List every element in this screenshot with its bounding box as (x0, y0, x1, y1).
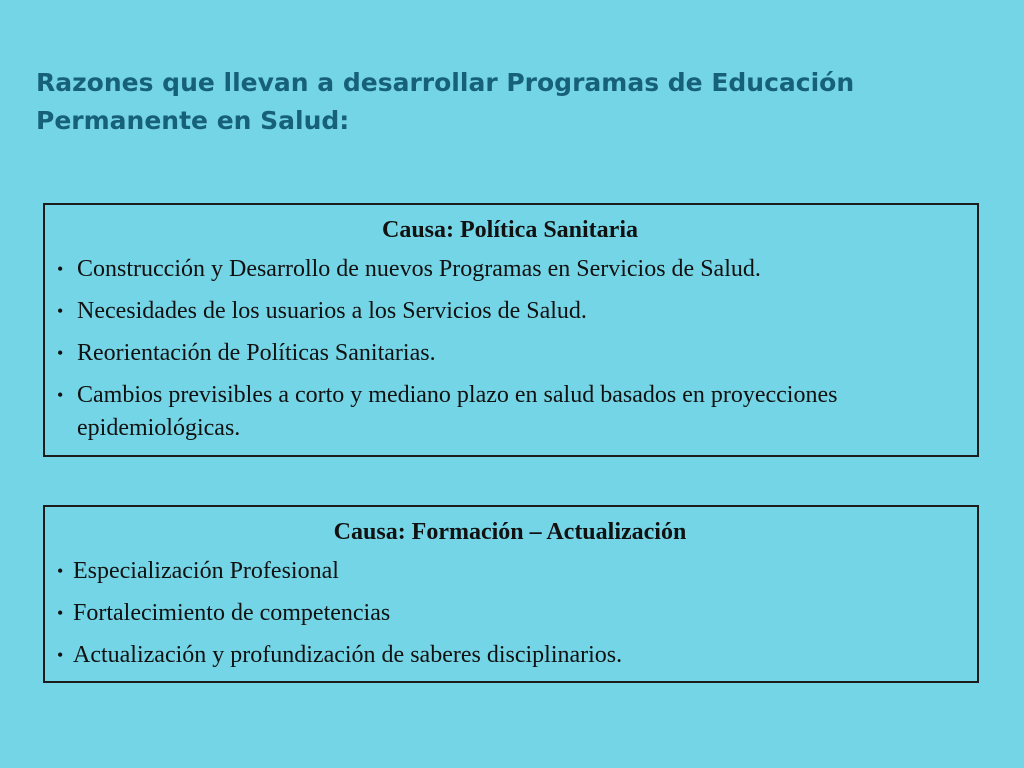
slide-title: Razones que llevan a desarrollar Programas de Educación Permanente en Salud: (36, 68, 855, 135)
list-item-text: Fortalecimiento de competencias (73, 600, 391, 626)
bullet-icon: • (57, 301, 64, 321)
list-item (57, 337, 963, 370)
list-item (57, 253, 963, 286)
causa-formacion-actualizacion-box (43, 505, 979, 683)
box-heading: Causa: Formación – Actualización (333, 519, 687, 545)
bullet-icon: • (57, 385, 64, 405)
box-heading: Causa: Política Sanitaria (382, 217, 638, 243)
list-item (57, 597, 963, 630)
causa-politica-sanitaria-box (43, 203, 979, 457)
list-item-text: Construcción y Desarrollo de nuevos Programas en Servicios de Salud. (77, 256, 761, 282)
list-item (57, 295, 963, 328)
list-item (57, 639, 963, 672)
bullet-icon: • (57, 603, 64, 623)
list-item (57, 555, 963, 588)
bullet-icon: • (57, 645, 64, 665)
bullet-icon: • (57, 343, 64, 363)
bullet-list (57, 253, 963, 445)
bullet-list (57, 555, 963, 672)
list-item (57, 379, 963, 445)
list-item-text: Especialización Profesional (73, 558, 339, 584)
bullet-icon: • (57, 259, 64, 279)
list-item-text: Cambios previsibles a corto y mediano plazo en salud basados en proyecciones epidemiológicas. (77, 382, 838, 441)
list-item-text: Necesidades de los usuarios a los Servicios de Salud. (77, 298, 587, 324)
list-item-text: Actualización y profundización de saberes disciplinarios. (73, 642, 623, 668)
list-item-text: Reorientación de Políticas Sanitarias. (77, 340, 436, 366)
bullet-icon: • (57, 561, 64, 581)
